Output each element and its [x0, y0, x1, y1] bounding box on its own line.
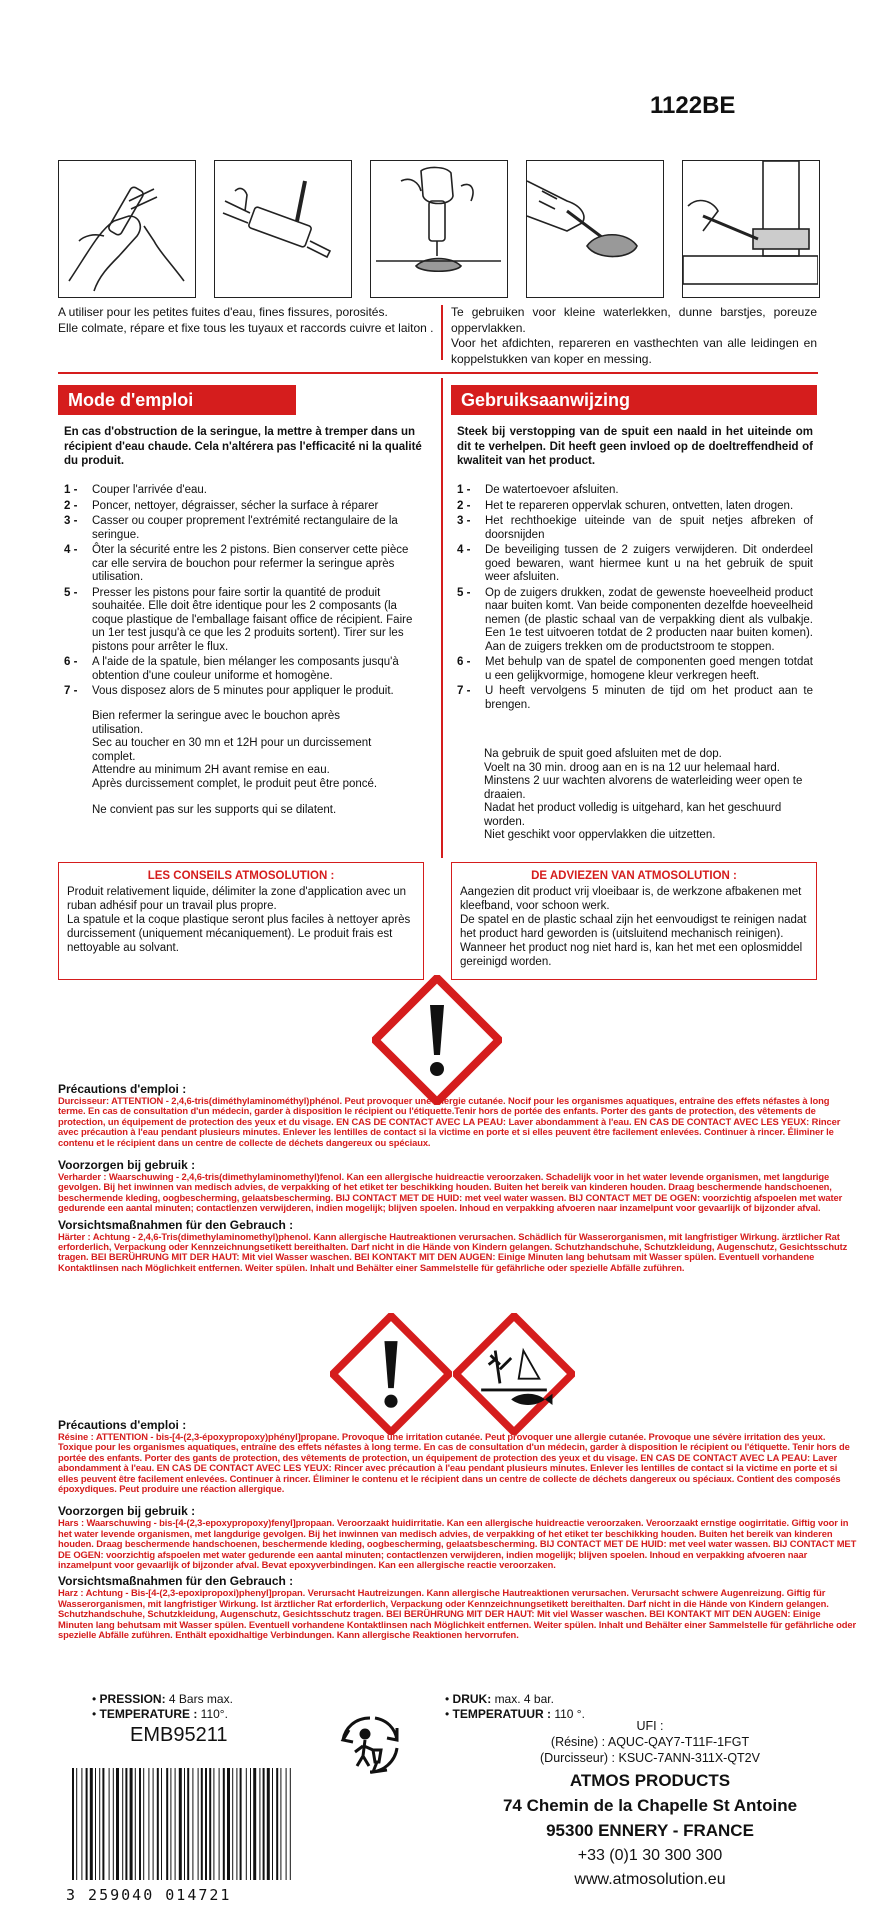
mode-emploi-lead: En cas d'obstruction de la seringue, la mettre à tremper dans un récipient d'eau chaude. Cela n'altérera pas l'efficacité ni la qualité du produit. [64, 426, 422, 467]
barcode-bar [209, 1768, 211, 1880]
barcode-bar [116, 1768, 119, 1880]
barcode-bar [187, 1768, 189, 1880]
barcode-bar [223, 1768, 225, 1880]
barcode-bar [246, 1768, 247, 1880]
barcode-bar [236, 1768, 237, 1880]
barcode-bar [253, 1768, 256, 1880]
step-item: 7 - Vous disposez alors de 5 minutes pour appliquer le produit. [64, 685, 394, 697]
barcode-bar [161, 1768, 162, 1880]
barcode-bar [102, 1768, 104, 1880]
barcode-bar [192, 1768, 193, 1880]
step-item: 7 - U heeft vervolgens 5 minuten de tijd om het product aan te brengen. [457, 685, 813, 711]
barcode-bar [290, 1768, 291, 1880]
company-phone: +33 (0)1 30 300 300 [577, 1847, 723, 1864]
step-item: 1 - Couper l'arrivée d'eau. [64, 484, 207, 496]
adviezen-title: DE ADVIEZEN VAN ATMOSOLUTION : [531, 870, 737, 882]
spec-temperature-nl: • TEMPERATUUR : 110 °. [445, 1707, 585, 1721]
ghs-environment-icon [453, 1313, 575, 1435]
spec-temperature-fr: • TEMPERATURE : 110°. [92, 1707, 228, 1721]
step-item: 4 - Ôter la sécurité entre les 2 pistons. Bien conserver cette pièce car elle servira de bouchon pour refermer la seringue après utilisation. [64, 544, 409, 583]
barcode-bar [250, 1768, 251, 1880]
hazard1-nl-title: Voorzorgen bij gebruik : [58, 1158, 196, 1173]
step-item: 4 - De beveiliging tussen de 2 zuigers verwijderen. Dit onderdeel goed bewaren, want hiermee kunt u na het gebruik de spuit weer afsluiten. [457, 544, 813, 583]
step-item: 3 - Casser ou couper proprement l'extrémité rectangulaire de la seringue. [64, 515, 398, 541]
hazard2-fr-title: Précautions d'emploi : [58, 1418, 187, 1432]
barcode-bar [157, 1768, 159, 1880]
barcode-bar [179, 1768, 182, 1880]
ufi-durcisseur: (Durcisseur) : KSUC-7ANN-311X-QT2V [540, 1751, 760, 1765]
barcode-bar [166, 1768, 168, 1880]
barcode-bar [227, 1768, 230, 1880]
barcode-bar [170, 1768, 171, 1880]
barcode-bar [267, 1768, 270, 1880]
barcode-bar [109, 1768, 110, 1880]
adviezen-box [451, 862, 817, 980]
hazard2-fr-text: Résine : ATTENTION - bis-[4-(2,3-époxypropoxy)phényl]propane. Provoque une irritation cutanée. Peut provoquer une allergie cutanée. Provoque une sévère irritation des yeux. Toxique pour les organismes aquatiques, entraîne des effets néfastes à long terme. En cas de consultation d'un médecin, garder à disposition le récipient ou l'étiquette. Tenir hors de portée des enfants. Porter des gants de protection, des vêtements de protection, un équipement de protection des yeux et du visage. EN CAS DE CONTACT AVEC LA PEAU: Laver abondamment à l'eau. EN CAS DE CONTACT AVEC LES YEUX: Rincer avec précaution à l'eau pendant plusieurs minutes. Enlever les lentilles de contact si la victime en porte et si elles peuvent être facilement enlevées. Continuer à rincer. Éliminer le contenu et le récipient dans un centre de collecte de déchets dangereux ou spéciaux. Contient des composés époxydiques. Peut produire une réaction allergique. [58, 1431, 850, 1495]
barcode-bar [113, 1768, 114, 1880]
hazard1-de-title: Vorsichtsmaßnahmen für den Gebrauch : [58, 1217, 294, 1232]
ghs-exclamation-icon [330, 1313, 452, 1435]
barcode-digits: 3 259040 014721 [66, 1886, 232, 1904]
conseils-box [58, 862, 424, 980]
barcode-bar [72, 1768, 74, 1880]
barcode-bar [259, 1768, 260, 1880]
step-item: 6 - Met behulp van de spatel de componenten goed mengen totdat u een gelijkvormige, homogene kleur verkregen heeft. [457, 656, 813, 682]
barcode-bar [276, 1768, 278, 1880]
company-name: ATMOS PRODUCTS [569, 1771, 731, 1790]
mode-emploi-steps [64, 484, 420, 701]
barcode-bar [90, 1768, 93, 1880]
company-website[interactable]: www.atmosolution.eu [574, 1871, 726, 1888]
gebruik-heading: Gebruiksaanwijzing [451, 385, 817, 415]
barcode-bar [213, 1768, 214, 1880]
barcode-bar [184, 1768, 185, 1880]
note-line: Nadat het product volledig is uitgehard, kan het geschuurd worden. [484, 802, 782, 828]
barcode-bar [153, 1768, 154, 1880]
note-line: Niet geschikt voor oppervlakken die uitzetten. [484, 829, 716, 841]
intro-nl-line2: Voor het afdichten, repareren en vasthechten van alle leidingen en koppelstukken van koper en messing. [451, 336, 817, 366]
column-divider [441, 305, 443, 360]
hazard2-de-text: Harz : Achtung - Bis-[4-(2,3-epoxipropoxi)phenyl]propan. Verursacht Hautreizungen. Kann allergische Hautreaktionen verursachen. Verursacht schwere Augenreizung. Giftig für Wasserorganismen, mit langfristiger Wirkung. Ist ärztlicher Rat erforderlich, Verpackung oder Kennzeichnungsetikett bereithalten. Darf nicht in die Hände von Kindern gelangen. Schutzhandschuhe, Schutzkleidung, Augenschutz, Gesichtsschutz tragen. BEI BERÜHRUNG MIT DER HAUT: Mit viel Wasser waschen. BEI KONTAKT MIT DEN AUGEN: Einige Minuten lang behutsam mit Wasser spülen. Eventuell vorhandene Kontaktlinsen nach Möglichkeit entfernen. Weiter spülen. Inhalt und Behälter einer Sammelstelle für gefährliche oder spezielle Abfälle zuführen. Enthält epoxidhaltige Verbindungen. Kann allergische Reaktionen hervorrufen. [58, 1587, 856, 1641]
batch-code: EMB95211 [130, 1724, 228, 1746]
step-item: 2 - Poncer, nettoyer, dégraisser, sécher la surface à réparer [64, 499, 379, 512]
conseils-p1: Produit relativement liquide, délimiter la zone d'application avec un ruban adhésif pour un travail plus propre. [67, 886, 407, 912]
syringe-cut-illustration [214, 160, 352, 298]
barcode-bar [219, 1768, 220, 1880]
note-line: Voelt na 30 min. droog aan en is na 12 uur helemaal hard. [484, 761, 781, 774]
note-line: Bien refermer la seringue avec le bouchon après utilisation. [92, 710, 341, 736]
barcode-bar [205, 1768, 207, 1880]
hands-syringe-illustration [58, 160, 196, 298]
dispense-product-illustration [370, 160, 508, 298]
ufi-resine: (Résine) : AQUC-QAY7-T11F-1FGT [550, 1735, 750, 1749]
barcode-bar [95, 1768, 96, 1880]
note-line: Na gebruik de spuit goed afsluiten met de dop. [484, 748, 722, 760]
company-city: 95300 ENNERY - FRANCE [546, 1821, 754, 1840]
note-line: Attendre au minimum 2H avant remise en eau. [92, 764, 330, 776]
hazard1-de-text: Härter : Achtung - 2,4,6-Tris(dimethylaminomethyl)phenol. Kann allergische Hautreaktionen verursachen. Schädlich für Wasserorganismen, mit langfristiger Wirkung. ärztlicher Rat erforderlich, Verpackung oder Kennzeichnungsetikett bereithalten. Darf nicht in die Hände von Kindern gelangen. Schutzhandschuhe, Schutzkleidung, Augenschutz, Gesichtsschutz tragen. BEI BERÜHRUNG MIT DER HAUT: Mit viel Wasser waschen. BEI KONTAKT MIT DEN AUGEN: Einige Minuten lang behutsam mit Wasser spülen. Eventuell vorhandene Kontaktlinsen nach Möglichkeit entfernen. Weiter spülen. Inhalt und Behälter einer Sammelstelle für gefährliche oder spezielle Abfälle zuführen. [58, 1230, 848, 1273]
barcode-bar [86, 1768, 88, 1880]
barcode-bar [280, 1768, 281, 1880]
step-item: 6 - A l'aide de la spatule, bien mélanger les composants jusqu'à obtention d'une couleur uniforme et homogène. [64, 656, 399, 682]
intro-nl-line1: Te gebruiken voor kleine waterlekken, dunne barstjes, poreuze oppervlakken. [451, 305, 817, 335]
hazard1-fr-title: Précautions d'emploi : [58, 1082, 187, 1096]
barcode-bar [286, 1768, 287, 1880]
note-line: Minstens 2 uur wachten alvorens de waterleiding weer open te draaien. [484, 775, 803, 801]
barcode-bar [81, 1768, 82, 1880]
step-item: 5 - Op de zuigers drukken, zodat de gewenste hoeveelheid product naar buiten komt. Van beide componenten dezelfde hoeveelheid nemen (de plastic schaal van de verpakking dient als vulbakje. Een 1e test uitvoeren totdat de 2 producten naar buiten komen). Aan de zuigers trekken om de productstroom te stoppen. [457, 586, 813, 653]
company-address: 74 Chemin de la Chapelle St Antoine [502, 1796, 798, 1815]
barcode-bar [240, 1768, 242, 1880]
mode-emploi-heading: Mode d'emploi [58, 385, 296, 415]
intro-fr-line1: A utiliser pour les petites fuites d'eau, fines fissures, porosités. [58, 305, 388, 319]
barcode-bar [272, 1768, 273, 1880]
mix-spatula-illustration [526, 160, 664, 298]
note-line: Ne convient pas sur les supports qui se dilatent. [92, 804, 337, 816]
barcode-bar [198, 1768, 199, 1880]
note-line: Sec au toucher en 30 mn et 12H pour un durcissement complet. [92, 737, 372, 763]
barcode-bar [143, 1768, 144, 1880]
hazard2-de-title: Vorsichtsmaßnahmen für den Gebrauch : [58, 1574, 294, 1589]
conseils-p2: La spatule et la coque plastique seront plus faciles à nettoyer après durcissement (uniquement mécaniquement). Le produit frais est nettoyable au solvant. [67, 914, 411, 954]
barcode-bar [99, 1768, 100, 1880]
barcode-bar [135, 1768, 136, 1880]
barcode-bar [175, 1768, 176, 1880]
gebruik-lead: Steek bij verstopping van de spuit een naald in het uiteinde om dit te verhelpen. Dit heeft geen invloed op de doeltreffendheid of kwaliteit van het product. [457, 426, 813, 467]
section-divider [58, 372, 818, 374]
spec-pressure-nl: • DRUK: max. 4 bar. [445, 1692, 554, 1706]
barcode-bar [122, 1768, 123, 1880]
barcode-bar [148, 1768, 149, 1880]
barcode-bar [139, 1768, 141, 1880]
barcode-bar [232, 1768, 233, 1880]
step-item: 3 - Het rechthoekige uiteinde van de spuit netjes afbreken of doorsnijden [457, 515, 813, 541]
intro-fr-line2: Elle colmate, répare et fixe tous les tuyaux et raccords cuivre et laiton . [58, 320, 434, 335]
gebruik-steps [457, 484, 813, 714]
hazard1-nl-text: Verharder : Waarschuwing - 2,4,6-tris(dimethylaminomethyl)fenol. Kan een allergische huidreactie veroorzaken. Schadelijk voor in het water levende organismen, met langdurige gevolgen. Bij het inwinnen van medisch advies, de verpakking of het etiket ter beschikking houden. Buiten het bereik van kinderen houden. Draag beschermende handschoenen, beschermende kleding, oogbescherming, gelaatsbescherming. BIJ CONTACT MET DE HUID: met veel water wassen. BIJ CONTACT MET DE OGEN: voorzichtig afspoelen met water gedurende een aantal minuten; contactlenzen verwijderen, indien mogelijk; blijven spoelen. Inhoud en verpakking afvoeren naar inzamelpunt voor gevaarlijk of bijzonder afval. [58, 1171, 843, 1214]
column-divider-main [441, 378, 443, 858]
ufi-label: UFI : [636, 1719, 664, 1733]
hazard1-fr-text: Durcisseur: ATTENTION - 2,4,6-tris(diméthylaminométhyl)phénol. Peut provoquer une allergie cutanée. Nocif pour les organismes aquatiques, entraîne des effets néfastes à long terme. En cas de consultation d'un médecin, garder à disposition le récipient ou l'étiquette.Tenir hors de portée des enfants. Porter des gants de protection, des vêtements de protection, un équipement de protection des yeux et du visage. EN CAS DE CONTACT AVEC LA PEAU: Laver abondamment à l'eau. EN CAS DE CONTACT AVEC LES YEUX: Rincer avec précaution à l'eau pendant plusieurs minutes. Enlever les lentilles de contact si la victime en porte et si elles peuvent être facilement enlevées. Continuer à rincer. Éliminer le contenu et le récipient dans un centre de collecte de déchets dangereux ou spéciaux. [58, 1095, 841, 1148]
apply-pipe-illustration [682, 160, 820, 298]
barcode-bar [263, 1768, 265, 1880]
barcode-bar [201, 1768, 203, 1880]
step-item: 1 - De watertoevoer afsluiten. [457, 484, 619, 496]
barcode-bar [130, 1768, 133, 1880]
triman-recycling-icon [335, 1710, 405, 1780]
barcode-image [66, 1768, 296, 1888]
conseils-title: LES CONSEILS ATMOSOLUTION : [147, 870, 335, 882]
product-code: 1122BE [650, 92, 736, 119]
barcode-bar [125, 1768, 127, 1880]
adviezen-p2: De spatel en de plastic schaal zijn het eenvoudigst te reinigen nadat het product hard geworden is (uitsluitend mechanisch reinigen). Wanneer het product nog niet hard is, kan het met een oplosmiddel gereinigd worden. [460, 914, 807, 968]
step-item: 5 - Presser les pistons pour faire sortir la quantité de produit souhaitée. Elle doit être identique pour les 2 composants (la coque plastique de l'emballage faisant office de récipient. Faire un 1er test jusqu'à ce que les 2 produits sortent). Tirer sur les pistons pour arrêter le flux. [64, 586, 413, 653]
step-item: 2 - Het te repareren oppervlak schuren, ontvetten, laten drogen. [457, 499, 794, 512]
hazard2-nl-text: Hars : Waarschuwing - bis-[4-(2,3-epoxypropoxy)fenyl]propaan. Veroorzaakt huidirritatie. Kan een allergische huidreactie veroorzaken. Veroorzaakt ernstige oogirritatie. Giftig voor in het water levende organismen, met langdurige gevolgen. Bij het inwinnen van medisch advies, de verpakking of het etiket ter beschikking houden. Buiten het bereik van kinderen houden. Draag beschermende handschoenen, beschermende kleding, oogbescherming, gelaatsbescherming. BIJ CONTACT MET DE HUID: met veel water wassen. BIJ CONTACT MET DE OGEN: voorzichtig afspoelen met water gedurende een aantal minuten; contactlenzen verwijderen, indien mogelijk; blijven spoelen. Inhoud en verpakking afvoeren naar inzamelpunt voor gevaarlijk of bijzonder afval. Bevat epoxyverbindingen. Kan een allergische reactie veroorzaken. [58, 1517, 857, 1571]
barcode-bar [76, 1768, 77, 1880]
hazard2-nl-title: Voorzorgen bij gebruik : [58, 1504, 196, 1519]
note-line: Après durcissement complet, le produit peut être poncé. [92, 777, 378, 790]
spec-pressure-fr: • PRESSION: 4 Bars max. [92, 1692, 233, 1706]
adviezen-p1: Aangezien dit product vrij vloeibaar is, de werkzone afbakenen met kleefband, voor schoon werk. [460, 886, 802, 912]
